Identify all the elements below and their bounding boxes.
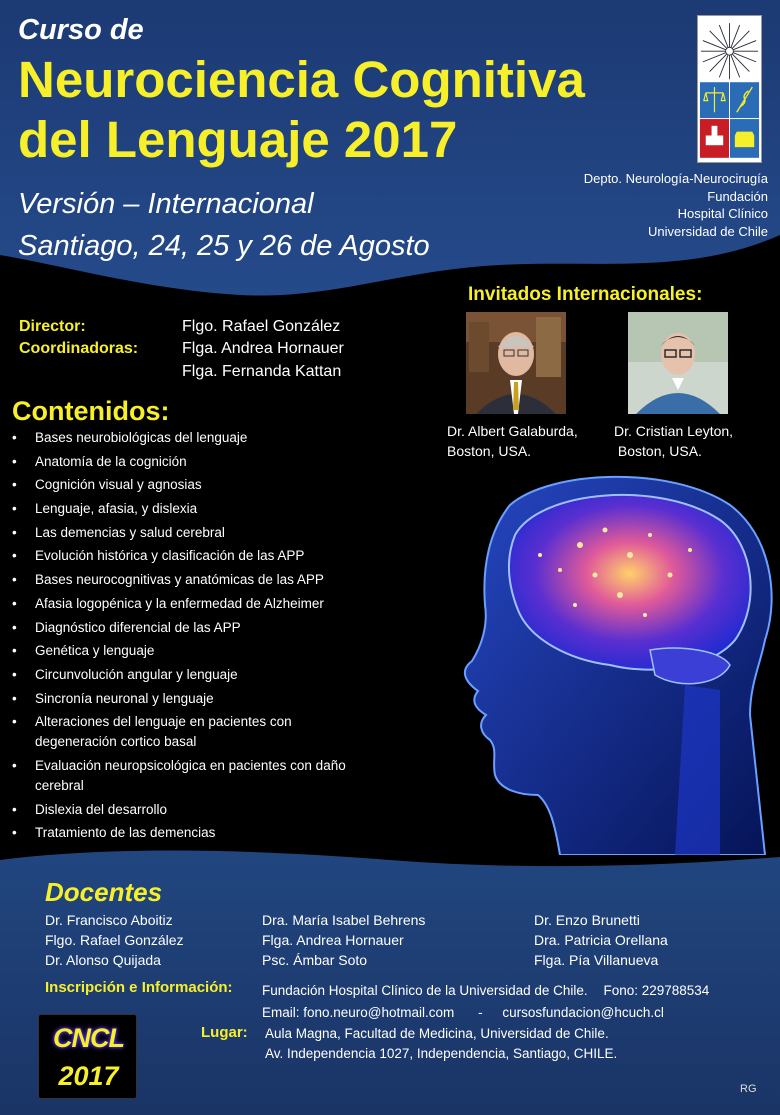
contents-title: Contenidos: — [12, 396, 170, 426]
faculty-name: Dra. Patricia Orellana — [534, 932, 668, 948]
course-title — [18, 50, 678, 170]
guest-info-leyton — [614, 421, 733, 461]
faculty-name: Dr. Alonso Quijada — [45, 952, 161, 968]
registration-phone: Fono: 229788534 — [603, 983, 710, 998]
guest-photo-leyton — [628, 312, 728, 414]
list-item: • Diagnóstico diferencial de las APP — [12, 618, 412, 638]
registration-info — [262, 980, 709, 1024]
course-dates: Santiago, 24, 25 y 26 de Agosto — [18, 230, 430, 262]
list-item: • Cognición visual y agnosias — [12, 475, 412, 495]
coordinators-label: Coordinadoras: — [19, 340, 139, 357]
guest-info-galaburda — [447, 421, 578, 461]
faculty-name: Flga. Pía Villanueva — [534, 952, 659, 968]
list-item: • Anatomía de la cognición — [12, 452, 412, 472]
author-initials: RG — [740, 1083, 757, 1095]
guest-photo-galaburda — [466, 312, 566, 414]
institution-block — [584, 170, 768, 240]
director-label: Director: — [19, 318, 86, 335]
venue-label: Lugar: — [201, 1024, 248, 1041]
venue-line: Av. Independencia 1027, Independencia, Santiago, CHILE. — [265, 1046, 618, 1061]
venue-line: Aula Magna, Facultad de Medicina, Universidad de Chile. — [265, 1026, 609, 1041]
venue-info — [265, 1024, 617, 1064]
list-item: • Las demencias y salud cerebral — [12, 523, 412, 543]
faculty-name: Dr. Enzo Brunetti — [534, 912, 640, 928]
list-item: • Evaluación neuropsicológica en pacientes con daño cerebral — [12, 756, 372, 796]
faculty-name: Flga. Andrea Hornauer — [262, 932, 404, 948]
guest-place: Boston, USA. — [614, 443, 702, 459]
coordinator-name: Flga. Andrea Hornauer — [182, 340, 344, 357]
guests-title: Invitados Internacionales: — [468, 284, 703, 305]
version-subtitle: Versión – Internacional — [18, 188, 314, 220]
registration-email[interactable]: Email: fono.neuro@hotmail.com — [262, 1005, 455, 1020]
badge-acronym: CNCL — [53, 1023, 124, 1053]
faculty-title: Docentes — [45, 877, 163, 907]
university-crest-logo — [697, 15, 762, 163]
faculty-name: Flgo. Rafael González — [45, 932, 184, 948]
guest-name: Dr. Cristian Leyton, — [614, 423, 734, 439]
institution-line: Fundación — [707, 188, 768, 204]
faculty-name: Psc. Ámbar Soto — [262, 952, 368, 968]
list-item: • Bases neurobiológicas del lenguaje — [12, 428, 412, 448]
faculty-column-3 — [534, 910, 668, 970]
faculty-name: Dr. Francisco Aboitiz — [45, 912, 173, 928]
institution-line: Depto. Neurología-Neurocirugía — [583, 171, 768, 186]
guest-place: Boston, USA. — [447, 443, 532, 459]
list-item: • Tratamiento de las demencias — [12, 823, 412, 843]
registration-email-2[interactable]: cursosfundacion@hcuch.cl — [502, 1005, 664, 1020]
institution-line: Hospital Clínico — [677, 206, 768, 221]
coordinator-name: Flga. Fernanda Kattan — [182, 363, 342, 380]
course-title-line2: del Lenguaje 2017 — [18, 111, 458, 168]
list-item: • Alteraciones del lenguaje en pacientes con degeneración cortico basal — [12, 712, 342, 752]
course-prefix: Curso de — [18, 14, 144, 46]
badge-year: 2017 — [58, 1061, 119, 1091]
list-item: • Bases neurocognitivas y anatómicas de las APP — [12, 570, 412, 590]
faculty-column-2 — [262, 910, 425, 970]
faculty-name: Dra. María Isabel Behrens — [262, 912, 426, 928]
list-item: • Genética y lenguaje — [12, 641, 412, 661]
list-item: • Dislexia del desarrollo — [12, 800, 412, 820]
list-item: • Afasia logopénica y la enfermedad de Alzheimer — [12, 594, 412, 614]
email-separator: - — [478, 1005, 483, 1020]
book-icon — [735, 132, 754, 148]
cncl-badge-logo — [38, 1014, 137, 1099]
list-item: • Circunvolución angular y lenguaje — [12, 665, 412, 685]
registration-org: Fundación Hospital Clínico de la Universidad de Chile. — [262, 983, 588, 998]
institution-line: Universidad de Chile — [648, 223, 768, 239]
list-item: • Sincronía neuronal y lenguaje — [12, 689, 412, 709]
guest-name: Dr. Albert Galaburda, — [447, 423, 578, 439]
list-item: • Evolución histórica y clasificación de las APP — [12, 546, 412, 566]
faculty-column-1 — [45, 910, 184, 970]
list-item: • Lenguaje, afasia, y dislexia — [12, 499, 412, 519]
registration-label: Inscripción e Información: — [45, 979, 233, 996]
director-name: Flgo. Rafael González — [182, 318, 341, 335]
contents-list — [12, 428, 412, 847]
brain-head-illustration — [420, 465, 780, 855]
course-title-line1: Neurociencia Cognitiva — [18, 51, 585, 108]
